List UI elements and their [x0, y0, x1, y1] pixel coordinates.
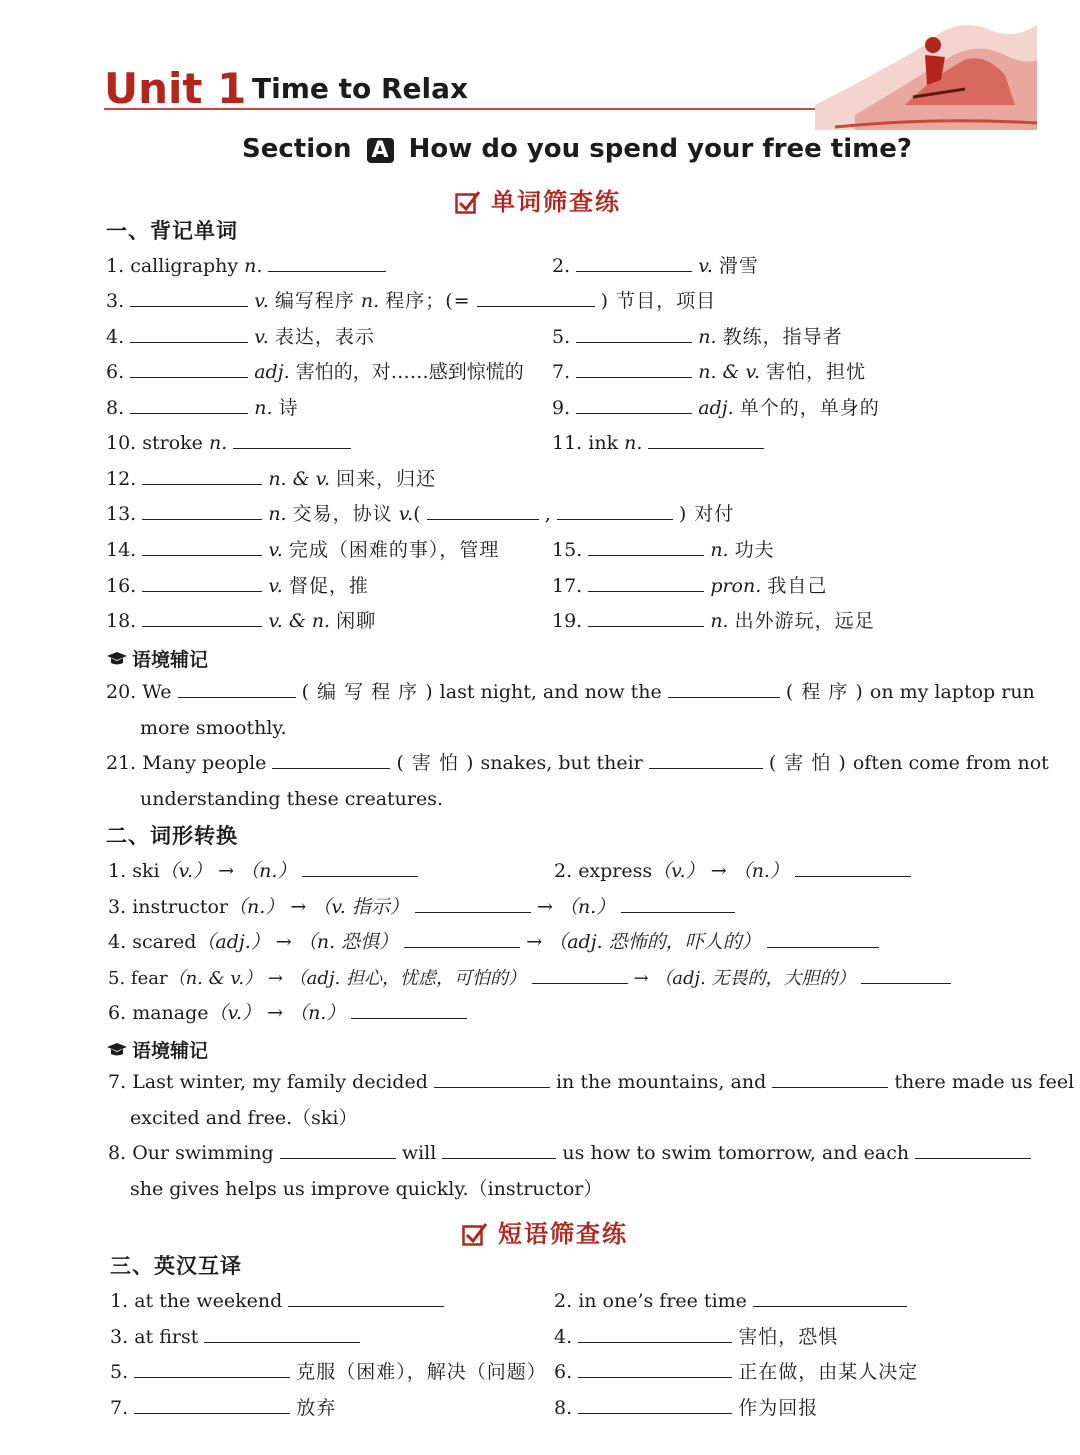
item-pos: v. — [254, 326, 269, 348]
vocab-item-3 — [106, 288, 716, 314]
item-number: 5. — [552, 326, 571, 348]
arrow-right-icon: → — [633, 968, 649, 989]
answer-blank[interactable] — [648, 430, 764, 449]
answer-blank[interactable] — [134, 1395, 290, 1414]
answer-blank[interactable] — [578, 1324, 732, 1343]
answer-blank[interactable] — [142, 608, 262, 627]
item-word: express — [578, 860, 653, 882]
item-meaning: 回来，归还 — [336, 468, 437, 490]
item-pos: v. — [254, 290, 269, 312]
vocab-item-13 — [106, 501, 734, 527]
item-pos: n. — [360, 290, 380, 312]
item-meaning: 滑雪 — [718, 255, 759, 277]
answer-blank[interactable] — [142, 501, 262, 520]
item-number: 14. — [106, 539, 137, 561]
sentence-text: snakes, but their — [480, 752, 643, 774]
arrow-right-icon: → — [218, 860, 235, 882]
item-meaning: 出外游玩，远足 — [734, 610, 875, 632]
item-meaning: 我自己 — [767, 575, 828, 597]
item-pos: （adj.） — [196, 931, 270, 953]
context-label-1 — [106, 645, 208, 672]
item-pos: n. — [624, 432, 643, 454]
chinese-hint: ( 程 序 ) — [785, 681, 864, 703]
section-letter-badge: A — [367, 138, 394, 163]
item-number: 21. — [106, 752, 137, 774]
answer-blank[interactable] — [178, 679, 296, 698]
item-pos: v. — [268, 539, 283, 561]
item-pos: n. — [268, 503, 287, 525]
sentence-text: there made us feel — [894, 1071, 1075, 1093]
item-pos: （v. 指示） — [312, 896, 409, 918]
arrow-right-icon: → — [536, 896, 553, 918]
vocab-item-15 — [552, 537, 775, 563]
answer-blank[interactable] — [142, 537, 262, 556]
answer-blank[interactable] — [134, 1359, 290, 1378]
item-number: 12. — [106, 468, 137, 490]
phrase-text: at first — [134, 1326, 199, 1348]
vocab-item-19 — [552, 608, 875, 634]
answer-blank[interactable] — [142, 573, 262, 592]
item-meaning: 编写程序 — [274, 290, 355, 312]
transform-item-5 — [108, 965, 951, 992]
item-pos: （v.） — [159, 860, 213, 882]
sentence-text: Last winter, my family decided — [132, 1071, 428, 1093]
transform-item-1 — [108, 858, 418, 884]
arrow-right-icon: → — [290, 896, 307, 918]
item-number: 5. — [110, 1361, 129, 1383]
answer-blank[interactable] — [578, 1359, 732, 1378]
phrase-item-8 — [554, 1395, 818, 1421]
sentence-text: us how to swim tomorrow, and each — [562, 1142, 910, 1164]
item-pos: n. — [698, 326, 717, 348]
transform-item-6 — [108, 1000, 467, 1026]
answer-blank[interactable] — [302, 858, 418, 877]
item-pos: n. & v. — [268, 468, 331, 490]
phrase-text: at the weekend — [134, 1290, 283, 1312]
part1-heading: 一、背记单词 — [106, 219, 238, 243]
phrase-text: 作为回报 — [738, 1397, 819, 1419]
item-word: stroke — [142, 432, 203, 454]
item-meaning: 完成（困难的事），管理 — [288, 539, 500, 561]
item-pos: （n.） — [558, 896, 616, 918]
answer-blank[interactable] — [588, 573, 704, 592]
item-number: 6. — [108, 1002, 127, 1024]
header-rule — [104, 108, 904, 110]
chinese-hint: ( 害 怕 ) — [768, 752, 847, 774]
item-number: 2. — [554, 1290, 573, 1312]
answer-blank[interactable] — [649, 750, 763, 769]
item-pos: （n. 恐惧） — [297, 931, 399, 953]
item-meaning: 程序；(= — [385, 290, 471, 312]
item-meaning: 功夫 — [734, 539, 775, 561]
skier-mountain-illustration — [815, 5, 1037, 135]
item-number: 2. — [554, 860, 573, 882]
item-word: instructor — [132, 896, 229, 918]
answer-blank[interactable] — [404, 929, 520, 948]
arrow-right-icon: → — [710, 860, 727, 882]
item-number: 10. — [106, 432, 137, 454]
answer-blank[interactable] — [915, 1140, 1031, 1159]
item-pos: pron. — [710, 575, 762, 597]
item-number: 20. — [106, 681, 137, 703]
item-pos: n. & v. — [698, 361, 761, 383]
chinese-hint: ( 编 写 程 序 ) — [301, 681, 434, 703]
answer-blank[interactable] — [288, 1288, 444, 1307]
item-word: calligraphy — [130, 255, 239, 277]
sentence-7 — [108, 1069, 1074, 1095]
item-number: 3. — [106, 290, 125, 312]
item-number: 5. — [108, 968, 126, 989]
phrase-item-3 — [110, 1324, 360, 1350]
answer-blank[interactable] — [668, 679, 780, 698]
item-pos: v. — [698, 255, 713, 277]
item-number: 17. — [552, 575, 583, 597]
item-meaning: ) 节目，项目 — [600, 290, 717, 312]
phrase-item-2 — [554, 1288, 907, 1314]
vocab-item-14 — [106, 537, 499, 563]
phrase-text: in one’s free time — [578, 1290, 747, 1312]
unit-label: Unit 1 — [104, 64, 247, 113]
vocab-item-8 — [106, 395, 299, 421]
item-word: scared — [132, 931, 197, 953]
chinese-hint: ( 害 怕 ) — [396, 752, 475, 774]
item-meaning: 表达，表示 — [274, 326, 375, 348]
transform-item-2 — [554, 858, 911, 884]
answer-blank[interactable] — [130, 324, 248, 343]
transform-item-4 — [108, 929, 879, 955]
item-pos: v. & n. — [268, 610, 331, 632]
item-meaning: 害怕的，对……感到惊慌的 — [295, 361, 524, 383]
item-pos: n. — [208, 432, 228, 454]
answer-blank[interactable] — [427, 501, 539, 520]
vocab-item-9 — [552, 395, 880, 421]
vocab-banner-text: 单词筛查练 — [491, 188, 621, 216]
item-number: 8. — [554, 1397, 573, 1419]
vocab-item-1 — [106, 253, 386, 279]
answer-blank[interactable] — [434, 1069, 550, 1088]
sentence-text: Our swimming — [132, 1142, 274, 1164]
unit-title: Time to Relax — [252, 72, 469, 105]
sentence-21 — [106, 750, 1049, 776]
answer-blank[interactable] — [130, 395, 248, 414]
item-pos: （n.） — [289, 1002, 346, 1024]
arrow-right-icon: → — [267, 1002, 284, 1024]
sentence-text: Many people — [142, 752, 267, 774]
graduation-cap-icon — [106, 651, 128, 667]
part3-heading: 三、英汉互译 — [110, 1254, 242, 1278]
phrase-item-7 — [110, 1395, 336, 1421]
section-question: How do you spend your free time? — [408, 134, 912, 164]
vocab-banner — [455, 182, 621, 217]
item-meaning: 教练，指导者 — [722, 326, 843, 348]
item-number: 7. — [108, 1071, 127, 1093]
sentence-text: on my laptop run — [869, 681, 1035, 703]
part2-heading: 二、词形转换 — [106, 824, 238, 848]
item-meaning: ) 对付 — [678, 503, 735, 525]
answer-blank[interactable] — [130, 288, 248, 307]
item-number: 15. — [552, 539, 583, 561]
vocab-item-12 — [106, 466, 436, 492]
answer-blank[interactable] — [588, 537, 704, 556]
item-number: 7. — [110, 1397, 129, 1419]
sentence-text: We — [142, 681, 172, 703]
answer-blank[interactable] — [588, 608, 704, 627]
answer-blank[interactable] — [280, 1140, 396, 1159]
item-pos: （adj. 恐怖的，吓人的） — [548, 931, 761, 953]
item-number: 3. — [108, 896, 127, 918]
phrase-banner-text: 短语筛查练 — [498, 1220, 628, 1248]
item-number: 18. — [106, 610, 137, 632]
arrow-right-icon: → — [526, 931, 543, 953]
answer-blank[interactable] — [351, 1000, 467, 1019]
answer-blank[interactable] — [795, 858, 911, 877]
phrase-item-6 — [554, 1359, 918, 1385]
answer-blank[interactable] — [578, 1395, 732, 1414]
answer-blank[interactable] — [576, 324, 692, 343]
item-number: 4. — [108, 931, 127, 953]
item-number: 16. — [106, 575, 137, 597]
item-pos: （adj. 担心，忧虑，可怕的） — [288, 968, 526, 989]
sentence-text: in the mountains, and — [555, 1071, 767, 1093]
sentence-21-cont: understanding these creatures. — [140, 788, 444, 810]
item-pos: adj. — [254, 361, 290, 383]
phrase-item-5 — [110, 1359, 547, 1385]
answer-blank[interactable] — [753, 1288, 907, 1307]
item-pos: n. — [254, 397, 273, 419]
vocab-item-2 — [552, 253, 759, 279]
item-meaning: 交易，协议 — [292, 503, 393, 525]
item-pos: n. — [710, 610, 729, 632]
section-heading — [242, 134, 912, 164]
item-pos: （v.） — [652, 860, 705, 882]
context-label-2 — [106, 1036, 208, 1063]
answer-blank[interactable] — [621, 894, 735, 913]
answer-blank[interactable] — [204, 1324, 360, 1343]
item-pos: （n. & v.） — [167, 968, 263, 989]
phrase-item-1 — [110, 1288, 444, 1314]
answer-blank[interactable] — [415, 894, 531, 913]
checkbox-icon — [462, 1222, 488, 1246]
item-word: fear — [130, 968, 168, 989]
sentence-7-cont: excited and free.（ski） — [130, 1107, 358, 1129]
sentence-text: often come from not — [852, 752, 1049, 774]
answer-blank[interactable] — [142, 466, 262, 485]
item-number: 19. — [552, 610, 583, 632]
item-number: 4. — [554, 1326, 573, 1348]
item-pos: （n.） — [240, 860, 297, 882]
context-label-text: 语境辅记 — [132, 1040, 209, 1062]
answer-blank[interactable] — [557, 501, 673, 520]
vocab-item-4 — [106, 324, 375, 350]
item-pos: （n.） — [228, 896, 285, 918]
sentence-20 — [106, 679, 1035, 705]
sentence-8-cont: she gives helps us improve quickly.（instructor） — [130, 1178, 603, 1200]
item-pos: （n.） — [732, 860, 789, 882]
item-meaning: 诗 — [278, 397, 299, 419]
phrase-text: 放弃 — [296, 1397, 337, 1419]
vocab-item-17 — [552, 573, 827, 599]
item-pos: （adj. 无畏的，大胆的） — [654, 968, 856, 989]
answer-blank[interactable] — [233, 430, 351, 449]
item-number: 1. — [108, 860, 127, 882]
item-pos: n. — [710, 539, 729, 561]
sentence-text: will — [401, 1142, 437, 1164]
item-number: 8. — [106, 397, 125, 419]
phrase-banner — [462, 1214, 628, 1249]
answer-blank[interactable] — [130, 359, 248, 378]
answer-blank[interactable] — [861, 965, 951, 984]
vocab-item-7 — [552, 359, 866, 385]
item-number: 3. — [110, 1326, 129, 1348]
answer-blank[interactable] — [576, 253, 692, 272]
item-pos: v. — [398, 503, 414, 525]
item-word: ink — [588, 432, 619, 454]
context-label-text: 语境辅记 — [132, 649, 209, 671]
vocab-item-10 — [106, 430, 351, 456]
answer-blank[interactable] — [532, 965, 628, 984]
item-number: 6. — [106, 361, 125, 383]
item-number: 4. — [106, 326, 125, 348]
item-number: 9. — [552, 397, 571, 419]
answer-blank[interactable] — [477, 288, 595, 307]
answer-blank[interactable] — [442, 1140, 556, 1159]
item-meaning: 督促，推 — [288, 575, 369, 597]
item-number: 2. — [552, 255, 571, 277]
phrase-item-4 — [554, 1324, 838, 1350]
item-pos: v. — [268, 575, 283, 597]
sentence-8 — [108, 1140, 1031, 1166]
phrase-text: 克服（困难），解决（问题） — [296, 1361, 547, 1383]
answer-blank[interactable] — [576, 359, 692, 378]
item-meaning: 闲聊 — [336, 610, 377, 632]
item-number: 6. — [554, 1361, 573, 1383]
checkbox-icon — [455, 190, 481, 214]
item-number: 1. — [106, 255, 125, 277]
answer-blank[interactable] — [767, 929, 879, 948]
comma: , — [544, 503, 551, 525]
item-number: 11. — [552, 432, 583, 454]
item-number: 7. — [552, 361, 571, 383]
item-number: 8. — [108, 1142, 127, 1164]
bracket: ( — [413, 503, 421, 525]
vocab-item-18 — [106, 608, 376, 634]
item-meaning: 害怕，担忧 — [766, 361, 867, 383]
vocab-item-6 — [106, 359, 524, 385]
phrase-text: 正在做，由某人决定 — [738, 1361, 919, 1383]
answer-blank[interactable] — [268, 253, 386, 272]
arrow-right-icon: → — [267, 968, 283, 989]
vocab-item-16 — [106, 573, 369, 599]
item-pos: （v.） — [208, 1002, 262, 1024]
item-pos: adj. — [698, 397, 734, 419]
vocab-item-11 — [552, 430, 764, 456]
graduation-cap-icon — [106, 1042, 128, 1058]
sentence-20-cont: more smoothly. — [140, 717, 287, 739]
item-number: 1. — [110, 1290, 129, 1312]
answer-blank[interactable] — [272, 750, 390, 769]
arrow-right-icon: → — [275, 931, 292, 953]
item-number: 13. — [106, 503, 137, 525]
answer-blank[interactable] — [576, 395, 692, 414]
answer-blank[interactable] — [772, 1069, 888, 1088]
item-word: ski — [132, 860, 160, 882]
item-word: manage — [132, 1002, 209, 1024]
sentence-text: last night, and now the — [439, 681, 662, 703]
section-word: Section — [242, 134, 352, 164]
vocab-item-5 — [552, 324, 843, 350]
item-meaning: 单个的，单身的 — [739, 397, 880, 419]
item-pos: n. — [244, 255, 263, 277]
transform-item-3 — [108, 894, 735, 920]
phrase-text: 害怕，恐惧 — [738, 1326, 839, 1348]
